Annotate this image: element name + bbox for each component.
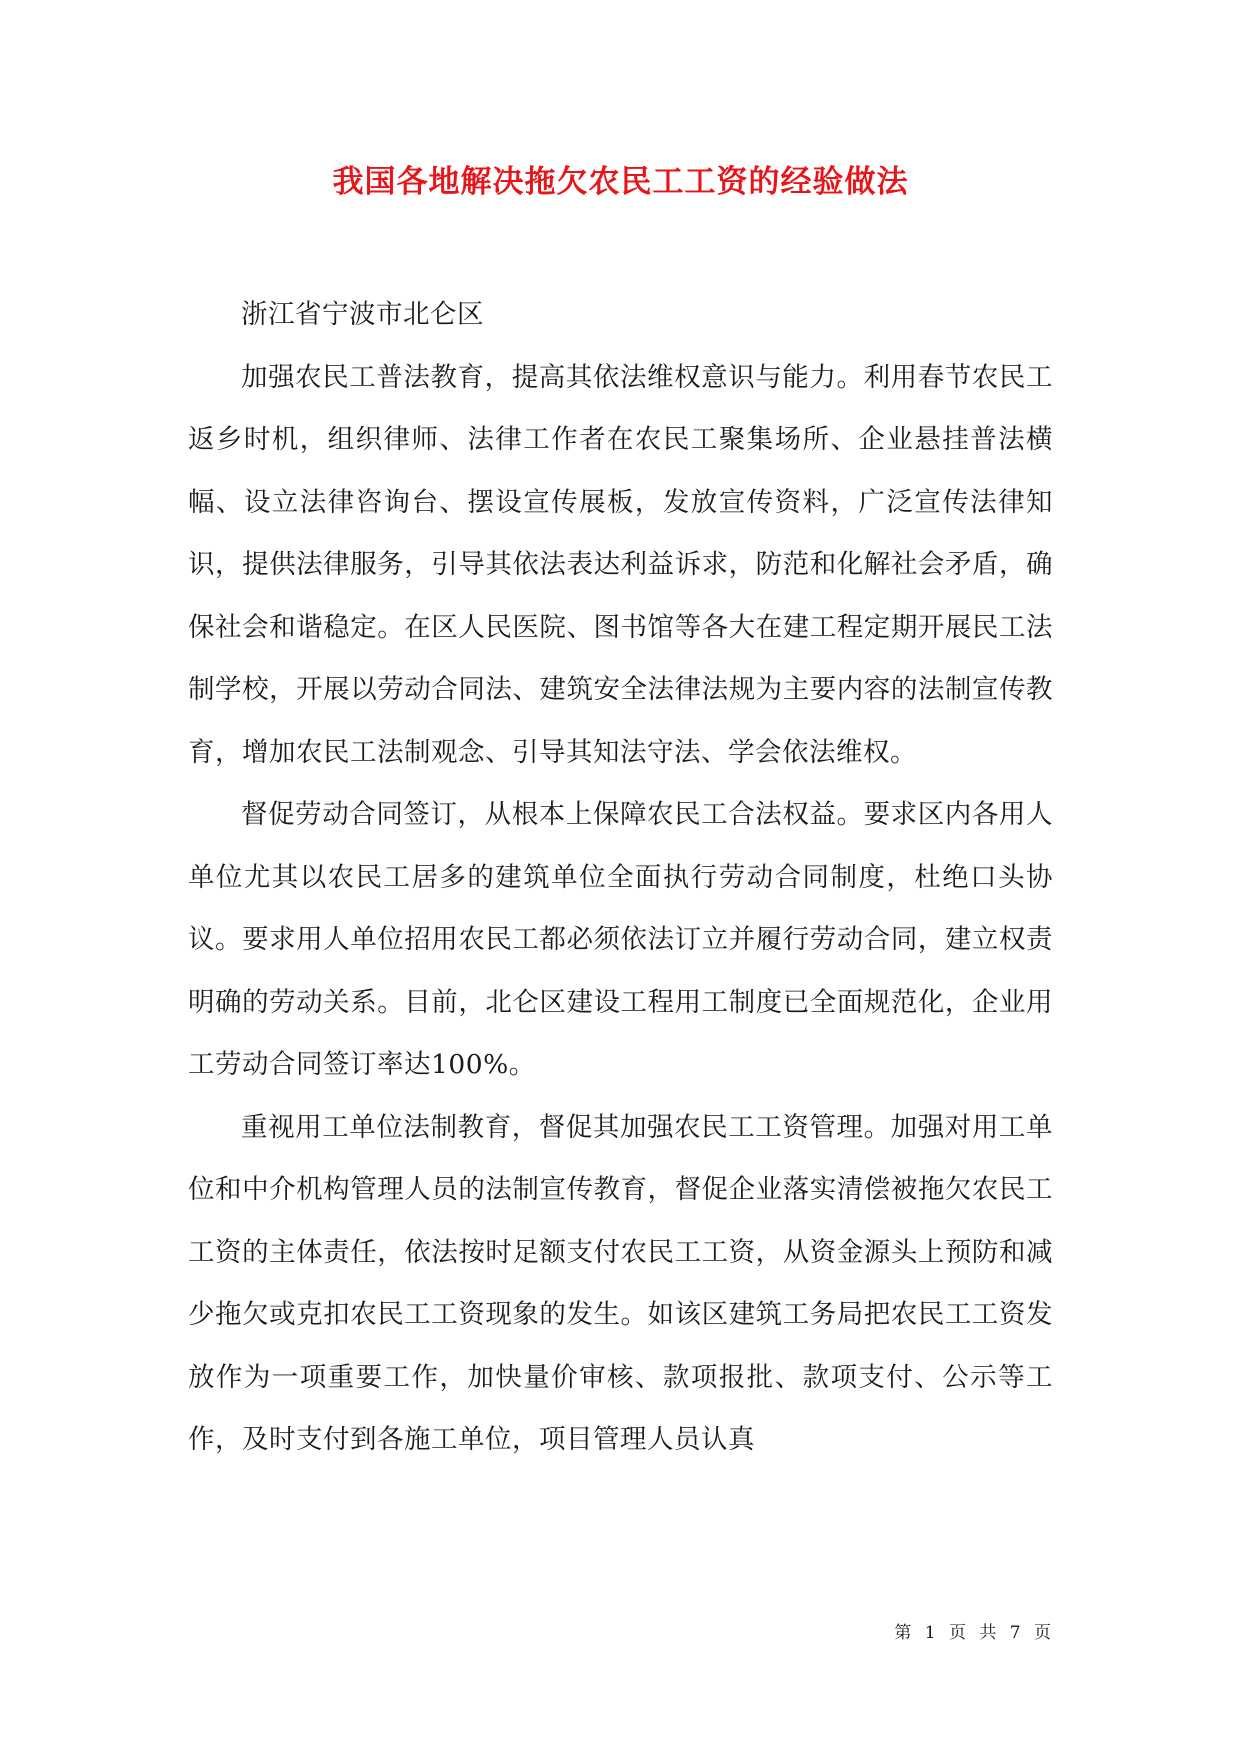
paragraph-labor-contract: 督促劳动合同签订，从根本上保障农民工合法权益。要求区内各用人单位尤其以农民工居多的建筑单位全面执行劳动合同制度，杜绝口头协议。要求用人单位招用农民工都必须依法订立并履行劳动合同，建立权责明确的劳动关系。目前，北仑区建设工程用工制度已全面规范化，企业用工劳动合同签订率达100%。 [188, 799, 1053, 1080]
paragraph-location: 浙江省宁波市北仑区 [241, 299, 484, 330]
page-number-footer: 第 1 页 共 7 页 [894, 1623, 1055, 1643]
document-body [188, 284, 1053, 1472]
document-title: 我国各地解决拖欠农民工工资的经验做法 [332, 164, 909, 200]
paragraph-wage-management: 重视用工单位法制教育，督促其加强农民工工资管理。加强对用工单位和中介机构管理人员的法制宣传教育，督促企业落实清偿被拖欠农民工工资的主体责任，依法按时足额支付农民工工资，从资金源头上预防和减少拖欠或克扣农民工工资现象的发生。如该区建筑工务局把农民工工资发放作为一项重要工作，加快量价审核、款项报批、款项支付、公示等工作，及时支付到各施工单位，项目管理人员认真 [188, 1111, 1053, 1455]
paragraph-legal-education: 加强农民工普法教育，提高其依法维权意识与能力。利用春节农民工返乡时机，组织律师、法律工作者在农民工聚集场所、企业悬挂普法横幅、设立法律咨询台、摆设宣传展板，发放宣传资料，广泛宣传法律知识，提供法律服务，引导其依法表达利益诉求，防范和化解社会矛盾，确保社会和谐稳定。在区人民医院、图书馆等各大在建工程定期开展民工法制学校，开展以劳动合同法、建筑安全法律法规为主要内容的法制宣传教育，增加农民工法制观念、引导其知法守法、学会依法维权。 [188, 361, 1053, 768]
